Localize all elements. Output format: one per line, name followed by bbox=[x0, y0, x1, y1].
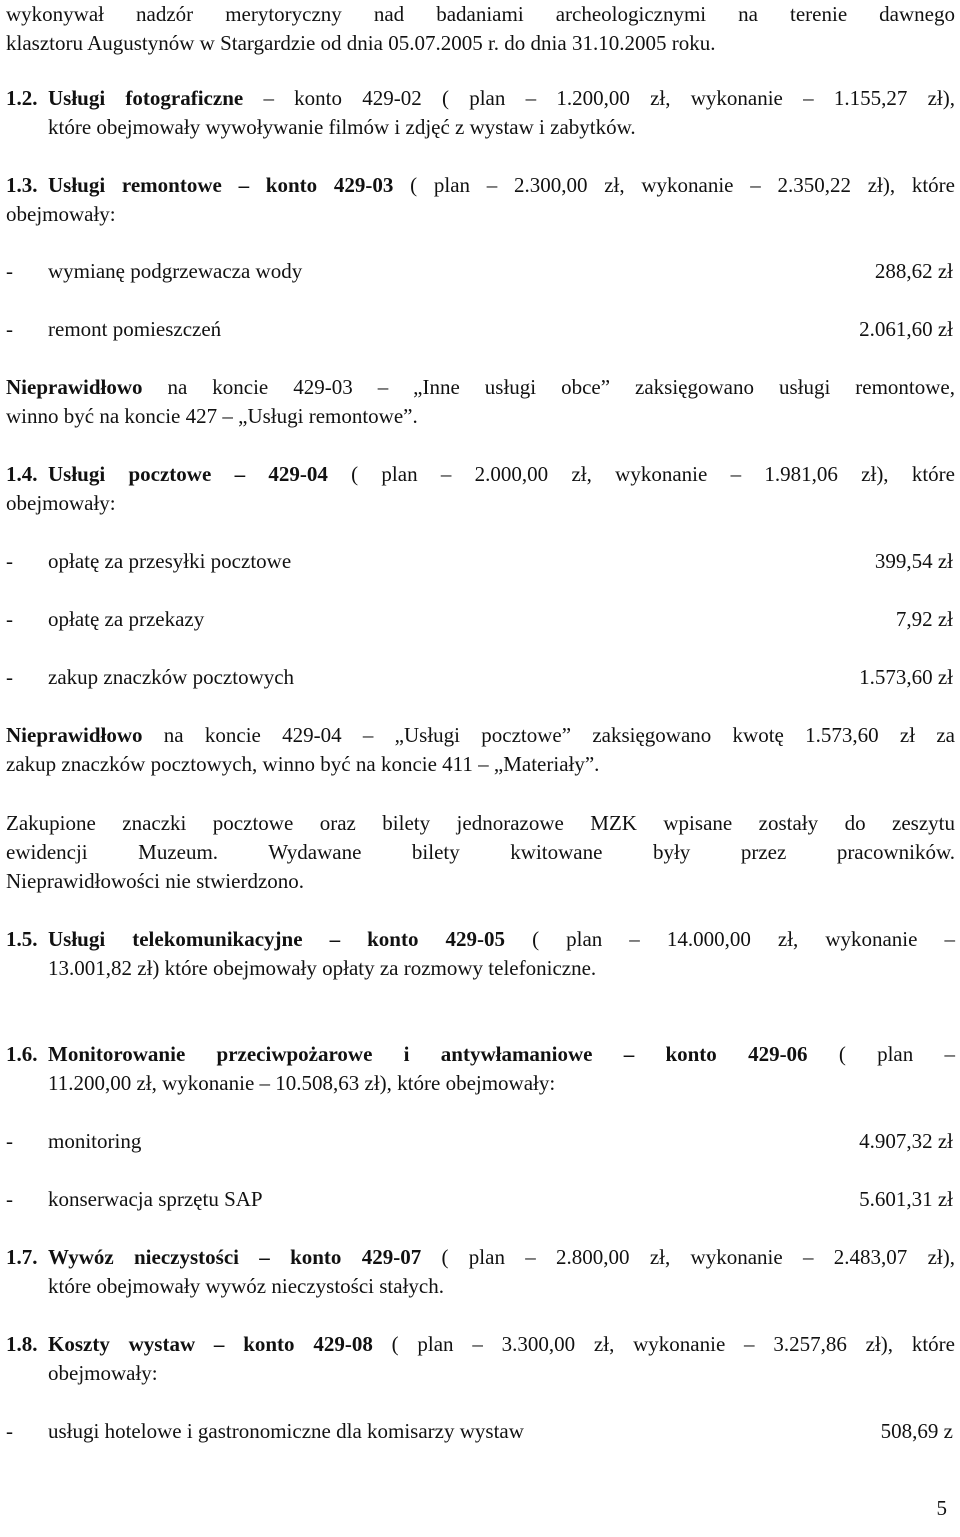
section-number: 1.3. bbox=[6, 173, 38, 197]
item-label: wymianę podgrzewacza wody bbox=[48, 259, 303, 283]
section-title: Monitorowanie przeciwpożarowe i antywłamaniowe – konto 429-06 bbox=[48, 1042, 808, 1066]
item-label: zakup znaczków pocztowych bbox=[48, 665, 295, 689]
item-label: monitoring bbox=[48, 1129, 142, 1153]
item-amount: 7,92 zł bbox=[895, 607, 953, 631]
list-item: - zakup znaczków pocztowych 1.573,60 zł bbox=[6, 663, 955, 692]
section-title: Koszty wystaw – konto 429-08 bbox=[48, 1332, 373, 1356]
intro-line-1: wykonywał nadzór merytoryczny nad badaniami archeologicznymi na terenie dawnego bbox=[6, 2, 955, 26]
item-amount: 2.061,60 zł bbox=[859, 317, 953, 341]
section-number: 1.5. bbox=[6, 927, 38, 951]
section-number: 1.6. bbox=[6, 1042, 38, 1066]
item-label: opłatę za przekazy bbox=[48, 607, 205, 631]
section-1-4-note-line-1: Nieprawidłowo na koncie 429-04 – „Usługi pocztowe” zaksięgowano kwotę 1.573,60 zł za bbox=[6, 723, 955, 747]
item-amount: 399,54 zł bbox=[874, 549, 953, 573]
section-1-3-heading bbox=[6, 171, 955, 200]
list-item: - opłatę za przekazy 7,92 zł bbox=[6, 605, 955, 634]
section-1-3-obejmowaly: obejmowały: bbox=[6, 202, 116, 226]
section-1-4-paragraph-line-1: Zakupione znaczki pocztowe oraz bilety jednorazowe MZK wpisane zostały do zeszytu bbox=[6, 811, 955, 835]
item-amount: 4.907,32 zł bbox=[859, 1129, 953, 1153]
section-1-8-obejmowaly: obejmowały: bbox=[48, 1361, 158, 1385]
item-amount: 508,69 z bbox=[880, 1419, 953, 1443]
item-label: remont pomieszczeń bbox=[48, 317, 222, 341]
page-number: 5 bbox=[936, 1496, 947, 1520]
list-item: - usługi hotelowe i gastronomiczne dla komisarzy wystaw 508,69 z bbox=[6, 1417, 955, 1446]
list-item: - monitoring 4.907,32 zł bbox=[6, 1127, 955, 1156]
section-1-7-description: które obejmowały wywóz nieczystości stałych. bbox=[48, 1274, 444, 1298]
section-plan-text: – konto 429-02 ( plan – 1.200,00 zł, wykonanie – 1.155,27 zł), bbox=[243, 86, 955, 110]
section-title: Usługi telekomunikacyjne – konto 429-05 bbox=[48, 927, 506, 951]
section-1-5-heading bbox=[6, 925, 955, 954]
document-page bbox=[6, 0, 955, 1537]
section-1-4-paragraph-line-2: ewidencji Muzeum. Wydawane bilety kwitowane były przez pracowników. bbox=[6, 840, 955, 864]
section-title: Usługi pocztowe – 429-04 bbox=[48, 462, 328, 486]
list-item: - konserwacja sprzętu SAP 5.601,31 zł bbox=[6, 1185, 955, 1214]
item-label: konserwacja sprzętu SAP bbox=[48, 1187, 263, 1211]
section-plan-text: ( plan – 14.000,00 zł, wykonanie – bbox=[505, 927, 956, 951]
section-plan-text: ( plan – 2.800,00 zł, wykonanie – 2.483,07 zł), bbox=[421, 1245, 955, 1269]
section-1-6-heading bbox=[6, 1040, 955, 1069]
item-amount: 5.601,31 zł bbox=[859, 1187, 953, 1211]
section-plan-text: ( plan – bbox=[807, 1042, 955, 1066]
section-1-2-description: które obejmowały wywoływanie filmów i zdjęć z wystaw i zabytków. bbox=[48, 115, 636, 139]
section-1-4-paragraph-line-3: Nieprawidłowości nie stwierdzono. bbox=[6, 869, 305, 893]
section-1-6-description: 11.200,00 zł, wykonanie – 10.508,63 zł), które obejmowały: bbox=[48, 1071, 556, 1095]
section-1-3-note-line-1: Nieprawidłowo na koncie 429-03 – „Inne usługi obce” zaksięgowano usługi remontowe, bbox=[6, 375, 955, 399]
section-1-8-heading bbox=[6, 1330, 955, 1359]
section-number: 1.8. bbox=[6, 1332, 38, 1356]
section-title: Usługi fotograficzne bbox=[48, 86, 244, 110]
section-plan-text: ( plan – 2.300,00 zł, wykonanie – 2.350,22 zł), które bbox=[393, 173, 955, 197]
section-number: 1.4. bbox=[6, 462, 38, 486]
section-number: 1.2. bbox=[6, 86, 38, 110]
section-plan-text: ( plan – 2.000,00 zł, wykonanie – 1.981,06 zł), które bbox=[327, 462, 955, 486]
item-label: usługi hotelowe i gastronomiczne dla komisarzy wystaw bbox=[48, 1419, 524, 1443]
item-amount: 1.573,60 zł bbox=[859, 665, 953, 689]
list-item: - remont pomieszczeń 2.061,60 zł bbox=[6, 315, 955, 344]
section-1-2-heading bbox=[6, 84, 955, 113]
section-1-4-heading bbox=[6, 460, 955, 489]
section-plan-text: ( plan – 3.300,00 zł, wykonanie – 3.257,86 zł), które bbox=[372, 1332, 955, 1356]
section-1-4-obejmowaly: obejmowały: bbox=[6, 491, 116, 515]
section-1-5-description: 13.001,82 zł) które obejmowały opłaty za rozmowy telefoniczne. bbox=[48, 956, 597, 980]
list-item: - wymianę podgrzewacza wody 288,62 zł bbox=[6, 257, 955, 286]
item-label: opłatę za przesyłki pocztowe bbox=[48, 549, 292, 573]
item-amount: 288,62 zł bbox=[874, 259, 953, 283]
section-title: Usługi remontowe – konto 429-03 bbox=[48, 173, 394, 197]
section-title: Wywóz nieczystości – konto 429-07 bbox=[48, 1245, 422, 1269]
intro-line-2: klasztoru Augustynów w Stargardzie od dnia 05.07.2005 r. do dnia 31.10.2005 roku. bbox=[6, 31, 716, 55]
section-1-4-note-line-2: zakup znaczków pocztowych, winno być na koncie 411 – „Materiały”. bbox=[6, 752, 600, 776]
section-number: 1.7. bbox=[6, 1245, 38, 1269]
list-item: - opłatę za przesyłki pocztowe 399,54 zł bbox=[6, 547, 955, 576]
section-1-7-heading bbox=[6, 1243, 955, 1272]
section-1-3-note-line-2: winno być na koncie 427 – „Usługi remontowe”. bbox=[6, 404, 418, 428]
